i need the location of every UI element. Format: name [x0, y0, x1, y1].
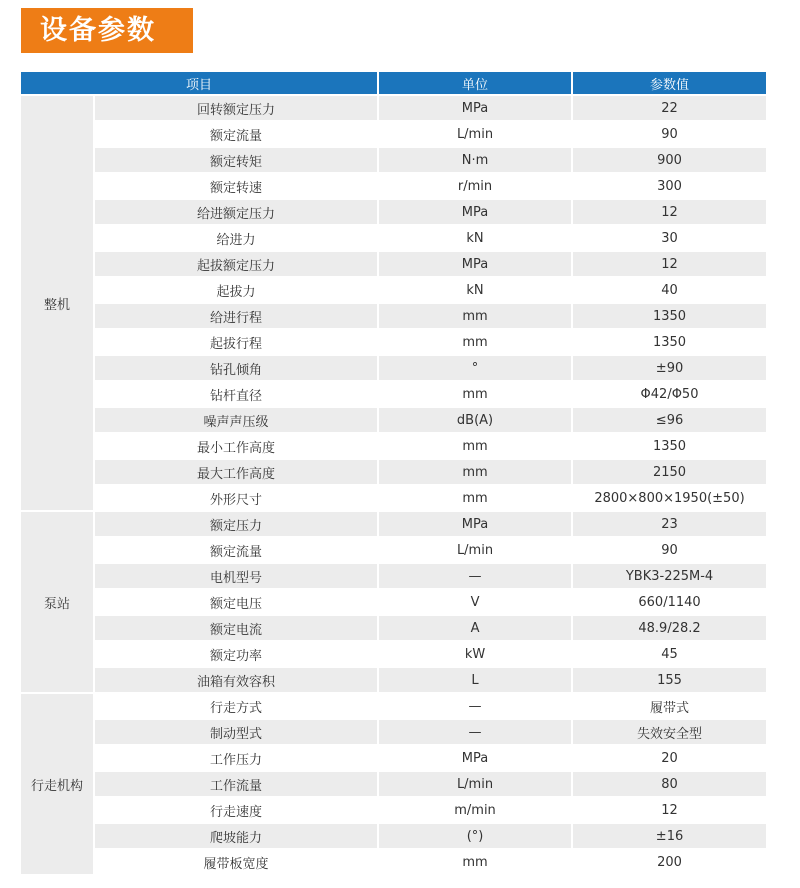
table-row [21, 772, 766, 796]
table-row [21, 798, 766, 822]
cell-unit: A [379, 616, 571, 640]
cell-unit: mm [379, 330, 571, 354]
cell-value: 200 [573, 850, 766, 874]
table-row [21, 304, 766, 328]
table-row [21, 642, 766, 666]
cell-value: 300 [573, 174, 766, 198]
cell-unit: MPa [379, 512, 571, 536]
cell-item: 钻孔倾角 [95, 356, 377, 380]
cell-unit: mm [379, 382, 571, 406]
table-row [21, 226, 766, 250]
header-unit: 单位 [379, 72, 571, 94]
table-row [21, 850, 766, 874]
cell-value: 80 [573, 772, 766, 796]
cell-unit: MPa [379, 252, 571, 276]
table-row [21, 694, 766, 718]
cell-unit: (°) [379, 824, 571, 848]
table-row [21, 746, 766, 770]
cell-value: 30 [573, 226, 766, 250]
table-row [21, 278, 766, 302]
table-row [21, 174, 766, 198]
cell-value: 900 [573, 148, 766, 172]
cell-item: 爬坡能力 [95, 824, 377, 848]
table-row [21, 96, 766, 120]
cell-unit: mm [379, 486, 571, 510]
cell-value: 660/1140 [573, 590, 766, 614]
cell-item: 履带板宽度 [95, 850, 377, 874]
cell-value: 90 [573, 122, 766, 146]
cell-unit: m/min [379, 798, 571, 822]
cell-unit: — [379, 564, 571, 588]
table-row [21, 434, 766, 458]
cell-unit: MPa [379, 746, 571, 770]
cell-value: ≤96 [573, 408, 766, 432]
cell-item: 工作流量 [95, 772, 377, 796]
cell-item: 制动型式 [95, 720, 377, 744]
cell-item: 最大工作高度 [95, 460, 377, 484]
cell-value: ±90 [573, 356, 766, 380]
cell-unit: mm [379, 434, 571, 458]
cell-item: 额定转速 [95, 174, 377, 198]
table-row [21, 330, 766, 354]
cell-item: 给进额定压力 [95, 200, 377, 224]
table-row [21, 356, 766, 380]
cell-value: 23 [573, 512, 766, 536]
cell-item: 最小工作高度 [95, 434, 377, 458]
cell-unit: kN [379, 226, 571, 250]
group-label: 行走机构 [21, 694, 93, 874]
cell-unit: r/min [379, 174, 571, 198]
cell-unit: V [379, 590, 571, 614]
cell-value: 12 [573, 798, 766, 822]
cell-unit: L/min [379, 772, 571, 796]
cell-item: 额定电压 [95, 590, 377, 614]
cell-unit: — [379, 694, 571, 718]
cell-unit: kN [379, 278, 571, 302]
cell-value: 48.9/28.2 [573, 616, 766, 640]
cell-value: 1350 [573, 434, 766, 458]
cell-value: 1350 [573, 304, 766, 328]
cell-value: ±16 [573, 824, 766, 848]
table-row [21, 590, 766, 614]
cell-value: 1350 [573, 330, 766, 354]
table-row [21, 720, 766, 744]
cell-item: 钻杆直径 [95, 382, 377, 406]
cell-unit: — [379, 720, 571, 744]
cell-value: 2800×800×1950(±50) [573, 486, 766, 510]
cell-item: 额定流量 [95, 122, 377, 146]
table-row [21, 148, 766, 172]
table-row [21, 252, 766, 276]
table-row [21, 122, 766, 146]
cell-value: 40 [573, 278, 766, 302]
cell-item: 噪声声压级 [95, 408, 377, 432]
cell-unit: mm [379, 850, 571, 874]
cell-item: 起拔额定压力 [95, 252, 377, 276]
cell-value: 履带式 [573, 694, 766, 718]
cell-value: 失效安全型 [573, 720, 766, 744]
cell-item: 工作压力 [95, 746, 377, 770]
header-item: 项目 [21, 72, 377, 94]
cell-item: 行走速度 [95, 798, 377, 822]
group-label: 整机 [21, 96, 93, 510]
table-row [21, 564, 766, 588]
table-row [21, 668, 766, 692]
cell-unit: mm [379, 460, 571, 484]
cell-item: 额定功率 [95, 642, 377, 666]
cell-item: 回转额定压力 [95, 96, 377, 120]
cell-value: 20 [573, 746, 766, 770]
cell-item: 起拔力 [95, 278, 377, 302]
table-row [21, 486, 766, 510]
cell-item: 给进力 [95, 226, 377, 250]
cell-value: 22 [573, 96, 766, 120]
table-row [21, 512, 766, 536]
cell-value: 155 [573, 668, 766, 692]
cell-unit: N·m [379, 148, 571, 172]
cell-item: 行走方式 [95, 694, 377, 718]
cell-unit: MPa [379, 96, 571, 120]
cell-unit: L [379, 668, 571, 692]
table-row [21, 460, 766, 484]
cell-value: Φ42/Φ50 [573, 382, 766, 406]
cell-value: 90 [573, 538, 766, 562]
cell-unit: dB(A) [379, 408, 571, 432]
header-value: 参数值 [573, 72, 766, 94]
cell-item: 额定转矩 [95, 148, 377, 172]
table-row [21, 200, 766, 224]
cell-unit: mm [379, 304, 571, 328]
cell-unit: ° [379, 356, 571, 380]
cell-item: 额定电流 [95, 616, 377, 640]
group-label: 泵站 [21, 512, 93, 692]
cell-item: 给进行程 [95, 304, 377, 328]
table-body [21, 96, 766, 874]
cell-unit: L/min [379, 538, 571, 562]
section-title: 设备参数 [21, 8, 193, 53]
cell-unit: MPa [379, 200, 571, 224]
cell-value: 12 [573, 252, 766, 276]
cell-item: 油箱有效容积 [95, 668, 377, 692]
cell-value: YBK3-225M-4 [573, 564, 766, 588]
cell-item: 电机型号 [95, 564, 377, 588]
cell-item: 额定压力 [95, 512, 377, 536]
cell-item: 起拔行程 [95, 330, 377, 354]
cell-value: 2150 [573, 460, 766, 484]
table-row [21, 408, 766, 432]
table-row [21, 616, 766, 640]
cell-value: 12 [573, 200, 766, 224]
cell-item: 额定流量 [95, 538, 377, 562]
cell-item: 外形尺寸 [95, 486, 377, 510]
table-row [21, 824, 766, 848]
cell-unit: kW [379, 642, 571, 666]
cell-value: 45 [573, 642, 766, 666]
table-row [21, 382, 766, 406]
table-row [21, 538, 766, 562]
table-header-row [21, 72, 766, 94]
cell-unit: L/min [379, 122, 571, 146]
spec-table [19, 70, 768, 876]
